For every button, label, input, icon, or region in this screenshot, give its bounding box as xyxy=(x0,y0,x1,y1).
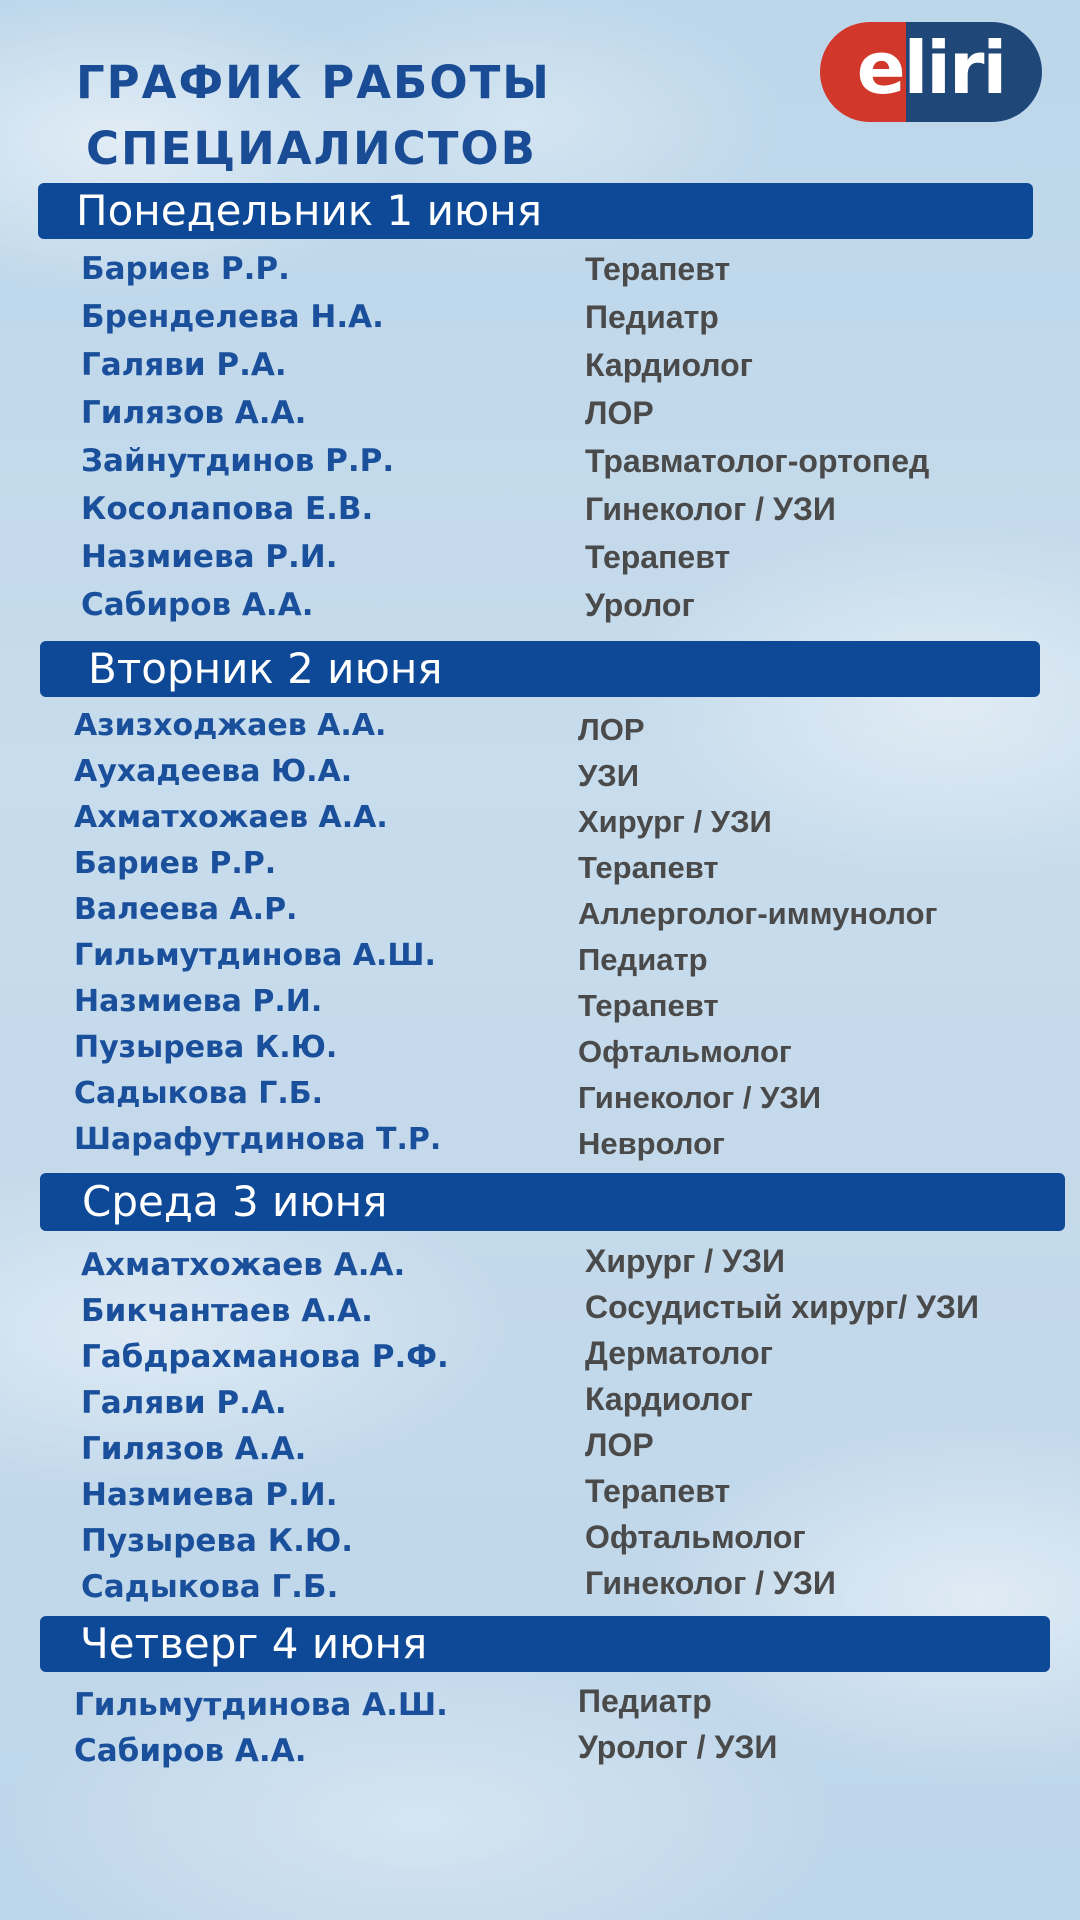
doctor-name: Валеева А.Р. xyxy=(74,892,298,927)
doctor-name: Зайнутдинов Р.Р. xyxy=(81,443,395,479)
schedule-row xyxy=(0,1678,1080,1724)
doctor-specialty: Педиатр xyxy=(578,1683,712,1719)
day-heading-thursday: Четверг 4 июня xyxy=(40,1616,1050,1672)
eliri-logo xyxy=(820,22,1042,122)
doctor-specialty: Гинеколог / УЗИ xyxy=(578,1080,822,1115)
schedule-row xyxy=(0,1514,1080,1560)
doctor-name: Садыкова Г.Б. xyxy=(74,1076,324,1111)
doctor-name: Бикчантаев А.А. xyxy=(81,1293,373,1329)
doctor-name: Гилязов А.А. xyxy=(81,1431,307,1467)
doctor-name: Аухадеева Ю.А. xyxy=(74,754,353,789)
day-heading-monday: Понедельник 1 июня xyxy=(38,183,1033,239)
doctor-name: Азизходжаев А.А. xyxy=(74,708,387,743)
schedule-row xyxy=(0,887,1080,933)
doctor-name: Габдрахманова Р.Ф. xyxy=(81,1339,449,1375)
doctor-specialty: Кардиолог xyxy=(585,347,753,383)
schedule-row xyxy=(0,933,1080,979)
day-heading-tuesday: Вторник 2 июня xyxy=(40,641,1040,697)
doctor-name: Косолапова Е.В. xyxy=(81,491,374,527)
schedule-row xyxy=(0,390,1080,436)
doctor-name: Ахматхожаев А.А. xyxy=(81,1247,406,1283)
doctor-name: Галяви Р.А. xyxy=(81,1385,287,1421)
schedule-row xyxy=(0,795,1080,841)
schedule-row xyxy=(0,1560,1080,1606)
schedule-row xyxy=(0,703,1080,749)
doctor-name: Назмиева Р.И. xyxy=(81,1477,338,1513)
doctor-specialty: Терапевт xyxy=(585,539,731,575)
doctor-specialty: Гинеколог / УЗИ xyxy=(585,491,836,527)
doctor-specialty: ЛОР xyxy=(578,712,645,747)
doctor-specialty: УЗИ xyxy=(578,758,639,793)
schedule-row xyxy=(0,1117,1080,1163)
doctor-specialty: Терапевт xyxy=(578,988,719,1023)
doctor-specialty: ЛОР xyxy=(585,1427,654,1463)
doctor-name: Ахматхожаев А.А. xyxy=(74,800,388,835)
schedule-row xyxy=(0,1468,1080,1514)
doctor-specialty: Педиатр xyxy=(585,299,719,335)
schedule-row xyxy=(0,1330,1080,1376)
schedule-row xyxy=(0,979,1080,1025)
doctor-specialty: Кардиолог xyxy=(585,1381,753,1417)
schedule-row xyxy=(0,841,1080,887)
day-heading-wednesday: Среда 3 июня xyxy=(40,1173,1065,1231)
doctor-name: Назмиева Р.И. xyxy=(74,984,323,1019)
doctor-specialty: Офтальмолог xyxy=(585,1519,806,1555)
doctor-specialty: Травматолог-ортопед xyxy=(585,443,930,479)
doctor-specialty: Педиатр xyxy=(578,942,708,977)
doctor-name: Сабиров А.А. xyxy=(81,587,314,623)
doctor-name: Бариев Р.Р. xyxy=(74,846,277,881)
schedule-row xyxy=(0,294,1080,340)
doctor-specialty: Хирург / УЗИ xyxy=(578,804,772,839)
doctor-specialty: Терапевт xyxy=(585,1473,731,1509)
doctor-name: Галяви Р.А. xyxy=(81,347,287,383)
page-title-line-2: СПЕЦИАЛИСТОВ xyxy=(86,122,537,175)
doctor-name: Шарафутдинова Т.Р. xyxy=(74,1122,442,1157)
doctor-specialty: Хирург / УЗИ xyxy=(585,1243,786,1279)
doctor-name: Гильмутдинова А.Ш. xyxy=(74,1687,448,1723)
schedule-row xyxy=(0,438,1080,484)
doctor-specialty: Сосудистый хирург/ УЗИ xyxy=(585,1289,979,1325)
schedule-row xyxy=(0,1724,1080,1770)
doctor-specialty: Невролог xyxy=(578,1126,725,1161)
doctor-specialty: Дерматолог xyxy=(585,1335,773,1371)
schedule-row xyxy=(0,486,1080,532)
schedule-row xyxy=(0,534,1080,580)
doctor-name: Садыкова Г.Б. xyxy=(81,1569,339,1605)
schedule-row xyxy=(0,246,1080,292)
logo-text: eliri xyxy=(856,26,1006,110)
doctor-specialty: Аллерголог-иммунолог xyxy=(578,896,938,931)
page-title xyxy=(76,50,551,182)
doctor-specialty: Офтальмолог xyxy=(578,1034,792,1069)
schedule-row xyxy=(0,1025,1080,1071)
page-title-line-1: ГРАФИК РАБОТЫ xyxy=(76,56,551,109)
doctor-specialty: Уролог / УЗИ xyxy=(578,1729,778,1765)
doctor-name: Пузырева К.Ю. xyxy=(81,1523,354,1559)
schedule-row xyxy=(0,749,1080,795)
doctor-name: Бренделева Н.А. xyxy=(81,299,384,335)
doctor-specialty: Гинеколог / УЗИ xyxy=(585,1565,836,1601)
doctor-name: Гильмутдинова А.Ш. xyxy=(74,938,436,973)
doctor-name: Пузырева К.Ю. xyxy=(74,1030,338,1065)
schedule-row xyxy=(0,1376,1080,1422)
schedule-row xyxy=(0,582,1080,628)
schedule-row xyxy=(0,1422,1080,1468)
doctor-specialty: Терапевт xyxy=(578,850,719,885)
doctor-specialty: Уролог xyxy=(585,587,695,623)
doctor-specialty: Терапевт xyxy=(585,251,731,287)
schedule-row xyxy=(0,1071,1080,1117)
doctor-name: Назмиева Р.И. xyxy=(81,539,338,575)
schedule-row xyxy=(0,1238,1080,1284)
doctor-name: Бариев Р.Р. xyxy=(81,251,290,287)
doctor-name: Сабиров А.А. xyxy=(74,1733,307,1769)
schedule-row xyxy=(0,342,1080,388)
schedule-row xyxy=(0,1284,1080,1330)
doctor-specialty: ЛОР xyxy=(585,395,654,431)
doctor-name: Гилязов А.А. xyxy=(81,395,307,431)
